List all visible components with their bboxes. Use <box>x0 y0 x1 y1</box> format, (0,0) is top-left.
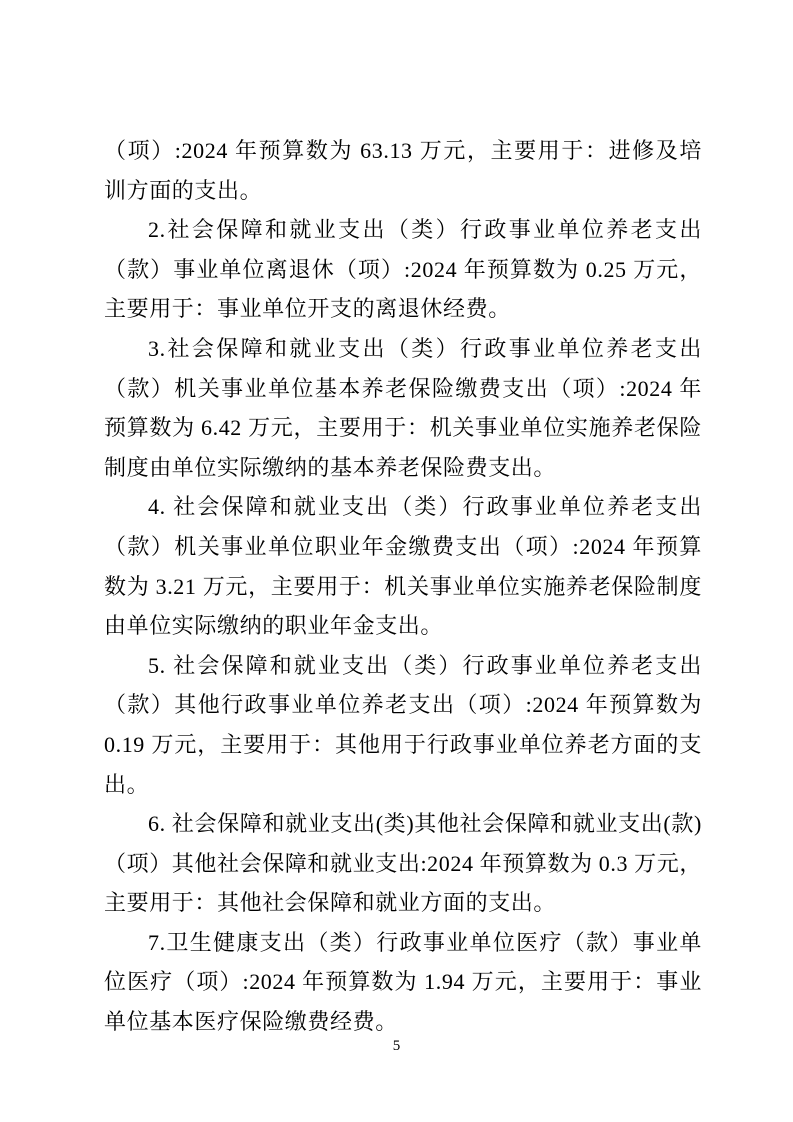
paragraph-item-6: 6. 社会保障和就业支出(类)其他社会保障和就业支出(款)（项）其他社会保障和就业支出:2024 年预算数为 0.3 万元，主要用于：其他社会保障和就业方面的支出。 <box>104 811 702 916</box>
paragraph-continuation: （项）:2024 年预算数为 63.13 万元，主要用于：进修及培训方面的支出。 <box>104 138 702 203</box>
paragraph-item-5: 5. 社会保障和就业支出（类）行政事业单位养老支出（款）其他行政事业单位养老支出（项）:2024 年预算数为 0.19 万元，主要用于：其他用于行政事业单位养老方面的支出。 <box>104 652 702 797</box>
paragraph-item-2: 2.社会保障和就业支出（类）行政事业单位养老支出（款）事业单位离退休（项）:2024 年预算数为 0.25 万元，主要用于：事业单位开支的离退休经费。 <box>104 217 702 322</box>
paragraph-item-7: 7.卫生健康支出（类）行政事业单位医疗（款）事业单位医疗（项）:2024 年预算数为 1.94 万元，主要用于：事业单位基本医疗保险缴费经费。 <box>104 929 702 1035</box>
paragraph-item-4: 4. 社会保障和就业支出（类）行政事业单位养老支出（款）机关事业单位职业年金缴费支出（项）:2024 年预算数为 3.21 万元，主要用于：机关事业单位实施养老保险制度由单位实际缴纳的职业年金支出。 <box>104 494 702 639</box>
paragraph-item-3: 3.社会保障和就业支出（类）行政事业单位养老支出（款）机关事业单位基本养老保险缴费支出（项）:2024 年预算数为 6.42 万元，主要用于：机关事业单位实施养老保险制度由单位实际缴纳的基本养老保险费支出。 <box>104 335 702 480</box>
page-number: 5 <box>392 1038 401 1054</box>
document-body <box>104 131 702 1042</box>
